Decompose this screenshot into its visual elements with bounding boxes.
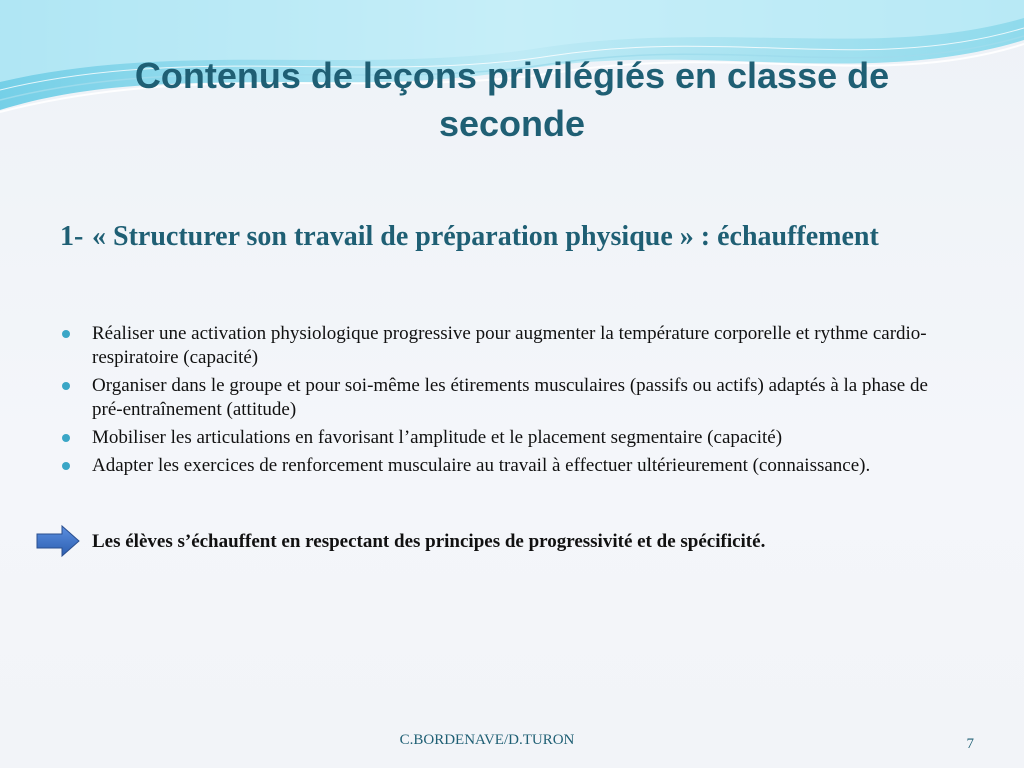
dot-icon bbox=[62, 434, 70, 442]
list-item bbox=[62, 426, 962, 450]
list-item-text: Réaliser une activation physiologique progressive pour augmenter la température corporelle et rythme cardio-respiratoire (capacité) bbox=[92, 323, 927, 368]
right-arrow-icon bbox=[36, 524, 80, 558]
list-item-text: Organiser dans le groupe et pour soi-même les étirements musculaires (passifs ou actifs) adaptés à la phase de pré-entraînement (attitude) bbox=[92, 375, 928, 420]
list-item bbox=[62, 374, 962, 422]
dot-icon bbox=[62, 330, 70, 338]
list-item-text: Adapter les exercices de renforcement musculaire au travail à effectuer ultérieurement (connaissance). bbox=[92, 455, 871, 476]
dot-icon bbox=[62, 462, 70, 470]
footer-author: C.BORDENAVE/D.TURON bbox=[399, 732, 575, 748]
list-item-text: Mobiliser les articulations en favorisant l’amplitude et le placement segmentaire (capacité) bbox=[92, 427, 783, 448]
bullet-list bbox=[62, 322, 962, 482]
page-number: 7 bbox=[966, 736, 974, 752]
slide-title: Contenus de leçons privilégiés en classe de seconde bbox=[134, 55, 890, 144]
section-number: 1- bbox=[60, 221, 84, 252]
section-heading bbox=[60, 220, 940, 254]
list-item bbox=[62, 454, 962, 478]
dot-icon bbox=[62, 382, 70, 390]
list-item bbox=[62, 322, 962, 370]
section-heading-text: « Structurer son travail de préparation physique » : échauffement bbox=[92, 221, 879, 252]
conclusion-text: Les élèves s’échauffent en respectant des principes de progressivité et de spécificité. bbox=[92, 531, 766, 552]
